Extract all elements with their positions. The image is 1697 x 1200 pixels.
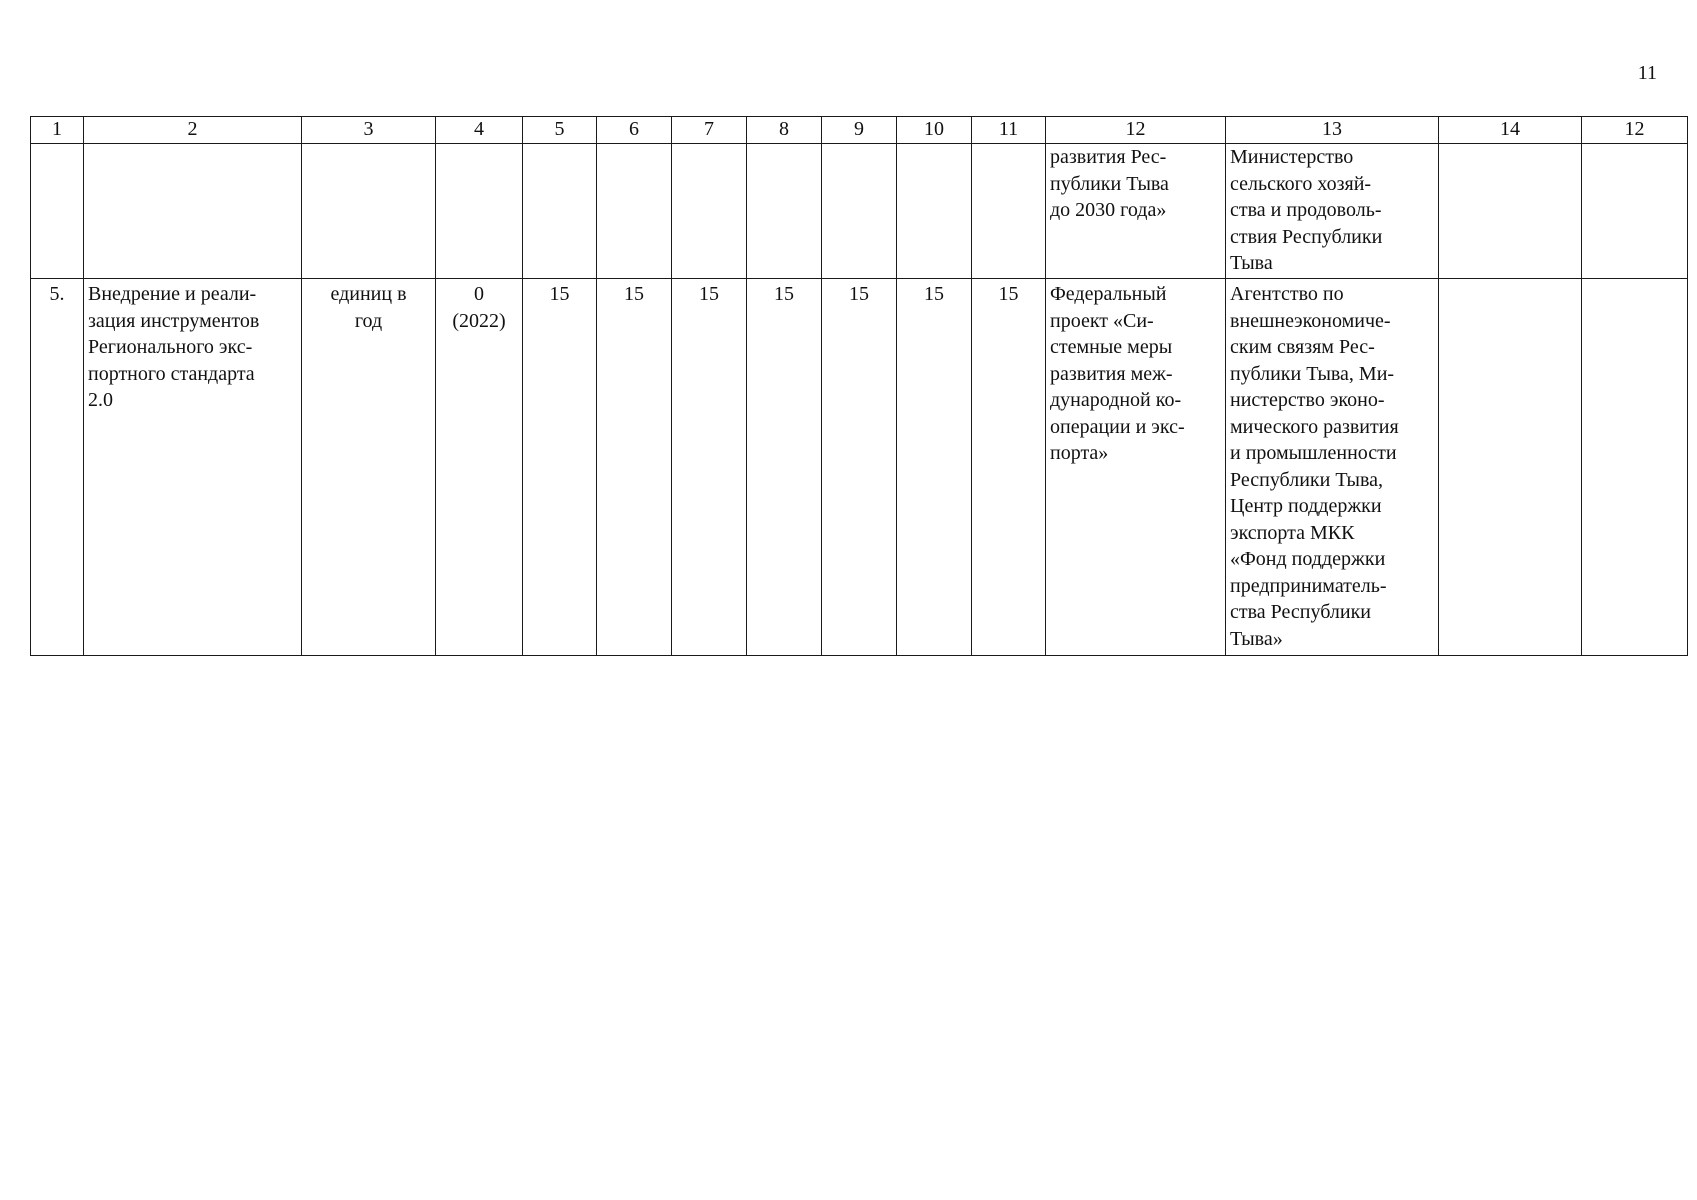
table-cell <box>672 144 747 279</box>
table-cell <box>1439 279 1582 656</box>
table-cell-value: 15 <box>972 279 1046 656</box>
table-row-continuation <box>31 144 1688 279</box>
table-cell-value: 15 <box>897 279 972 656</box>
header-col-2: 2 <box>84 117 302 144</box>
page-number: 11 <box>1637 62 1657 84</box>
table-cell <box>1582 279 1688 656</box>
table-cell <box>897 144 972 279</box>
table-cell-base-value: 0 (2022) <box>436 279 523 656</box>
table-cell-row-number: 5. <box>31 279 84 656</box>
header-col-5: 5 <box>523 117 597 144</box>
header-col-13: 13 <box>1226 117 1439 144</box>
table-cell-indicator-name: Внедрение и реали- зация инструментов Регионального экс- портного стандарта 2.0 <box>84 279 302 656</box>
table-cell <box>523 144 597 279</box>
header-col-1: 1 <box>31 117 84 144</box>
header-col-9: 9 <box>822 117 897 144</box>
header-col-4: 4 <box>436 117 523 144</box>
table-cell <box>84 144 302 279</box>
header-col-6: 6 <box>597 117 672 144</box>
header-col-7: 7 <box>672 117 747 144</box>
header-col-3: 3 <box>302 117 436 144</box>
header-col-8: 8 <box>747 117 822 144</box>
table-cell-unit: единиц в год <box>302 279 436 656</box>
table-row-5 <box>31 279 1688 656</box>
table-cell-document: Федеральный проект «Си- стемные меры развития меж- дународной ко- операции и экс- порта» <box>1046 279 1226 656</box>
table-cell-value: 15 <box>822 279 897 656</box>
indicators-table <box>30 116 1688 656</box>
table-cell <box>747 144 822 279</box>
table-cell: Министерство сельского хозяй- ства и продоволь- ствия Республики Тыва <box>1226 144 1439 279</box>
table-cell: развития Рес- публики Тыва до 2030 года» <box>1046 144 1226 279</box>
table-cell <box>972 144 1046 279</box>
table-cell-responsible: Агентство по внешнеэкономиче- ским связям Рес- публики Тыва, Ми- нистерство эконо- мического развития и промышленности Республики Тыва, Центр поддержки экспорта МКК «Фонд поддержки предприниматель- ства Республики Тыва» <box>1226 279 1439 656</box>
table-cell <box>436 144 523 279</box>
table-header-row <box>31 117 1688 144</box>
table-cell <box>822 144 897 279</box>
header-col-12: 12 <box>1046 117 1226 144</box>
table-cell <box>1439 144 1582 279</box>
table-cell <box>302 144 436 279</box>
table-cell-value: 15 <box>672 279 747 656</box>
table-cell-value: 15 <box>747 279 822 656</box>
table-cell-value: 15 <box>523 279 597 656</box>
header-col-11: 11 <box>972 117 1046 144</box>
table-cell-value: 15 <box>597 279 672 656</box>
table-cell <box>597 144 672 279</box>
header-col-15: 12 <box>1582 117 1688 144</box>
table-cell <box>1582 144 1688 279</box>
header-col-14: 14 <box>1439 117 1582 144</box>
table-cell <box>31 144 84 279</box>
header-col-10: 10 <box>897 117 972 144</box>
